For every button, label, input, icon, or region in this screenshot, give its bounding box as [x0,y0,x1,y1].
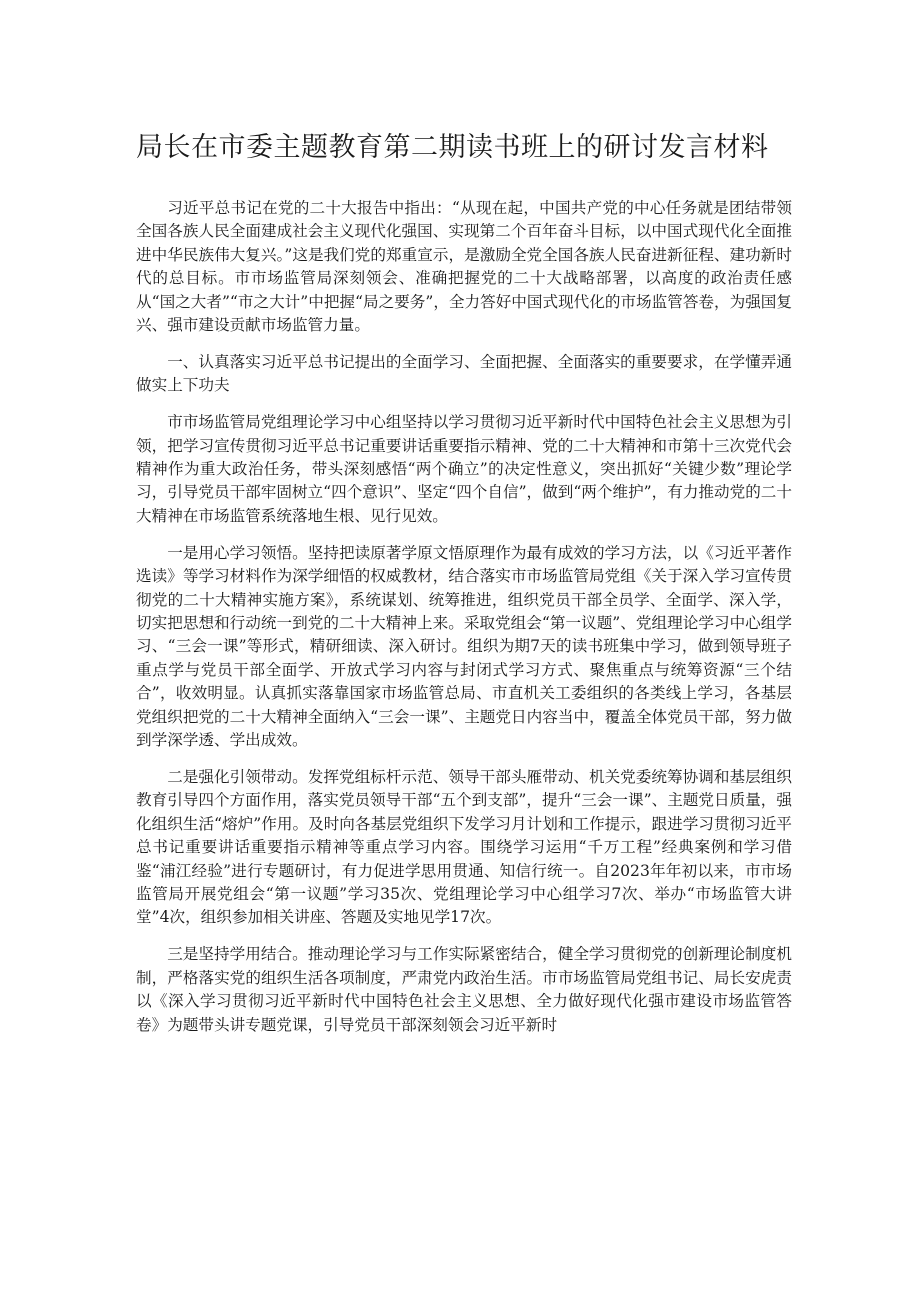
body-paragraph: 三是坚持学用结合。推动理论学习与工作实际紧密结合，健全学习贯彻党的创新理论制度机制，严格落实党的组织生活各项制度，严肃党内政治生活。市市场监管局党组书记、局长安虎责以《深入学习贯彻习近平新时代中国特色社会主义思想、全力做好现代化强市建设市场监管答卷》为题带头讲专题党课，引导党员干部深刻领会习近平新时 [136,945,792,1034]
body-paragraph: 一是用心学习领悟。坚持把读原著学原文悟原理作为最有成效的学习方法，以《习近平著作选读》等学习材料作为深学细悟的权威教材，结合落实市市场监管局党组《关于深入学习宣传贯彻党的二十大精神实施方案》，系统谋划、统筹推进，组织党员干部全员学、全面学、深入学，切实把思想和行动统一到党的二十大精神上来。采取党组会“第一议题”、党组理论学习中心组学习、“三会一课”等形式，精研细读、深入研讨。组织为期7天的读书班集中学习，做到领导班子重点学与党员干部全面学、开放式学习内容与封闭式学习方式、聚焦重点与统筹资源“三个结合”，收效明显。认真抓实落靠国家市场监管总局、市直机关工委组织的各类线上学习，各基层党组织把党的二十大精神全面纳入“三会一课”、主题党日内容当中，覆盖全体党员干部，努力做到学深学透、学出成效。 [136,543,792,750]
body-paragraph: 二是强化引领带动。发挥党组标杆示范、领导干部头雁带动、机关党委统筹协调和基层组织教育引导四个方面作用，落实党员领导干部“五个到支部”，提升“三会一课”、主题党日质量，强化组织生活“熔炉”作用。及时向各基层党组织下发学习月计划和工作提示，跟进学习贯彻习近平总书记重要讲话重要指示精神等重点学习内容。围绕学习运用“千万工程”经典案例和学习借鉴“浦江经验”进行专题研讨，有力促进学思用贯通、知信行统一。自2023年年初以来，市市场监管局开展党组会“第一议题”学习35次、党组理论学习中心组学习7次、举办“市场监管大讲堂”4次，组织参加相关讲座、答题及实地见学17次。 [136,767,792,927]
document-title: 局长在市委主题教育第二期读书班上的研讨发言材料 [136,132,769,163]
section-heading-1: 一、认真落实习近平总书记提出的全面学习、全面把握、全面落实的重要要求，在学懂弄通做实上下功夫 [136,352,792,395]
intro-paragraph: 习近平总书记在党的二十大报告中指出：“从现在起，中国共产党的中心任务就是团结带领全国各族人民全面建成社会主义现代化强国、实现第二个百年奋斗目标，以中国式现代化全面推进中华民族伟大复兴。”这是我们党的郑重宣示，是激励全党全国各族人民奋进新征程、建功新时代的总目标。市市场监管局深刻领会、准确把握党的二十大战略部署，以高度的政治责任感从“国之大者”“市之大计”中把握“局之要务”，全力答好中国式现代化的市场监管答卷，为强国复兴、强市建设贡献市场监管力量。 [136,199,792,335]
body-paragraph: 市市场监管局党组理论学习中心组坚持以学习贯彻习近平新时代中国特色社会主义思想为引领，把学习宣传贯彻习近平总书记重要讲话重要指示精神、党的二十大精神和市第十三次党代会精神作为重大政治任务，带头深刻感悟“两个确立”的决定性意义，突出抓好“关键少数”理论学习，引导党员干部牢固树立“四个意识”、坚定“四个自信”，做到“两个维护”，有力推动党的二十大精神在市场监管系统落地生根、见行见效。 [136,413,792,525]
